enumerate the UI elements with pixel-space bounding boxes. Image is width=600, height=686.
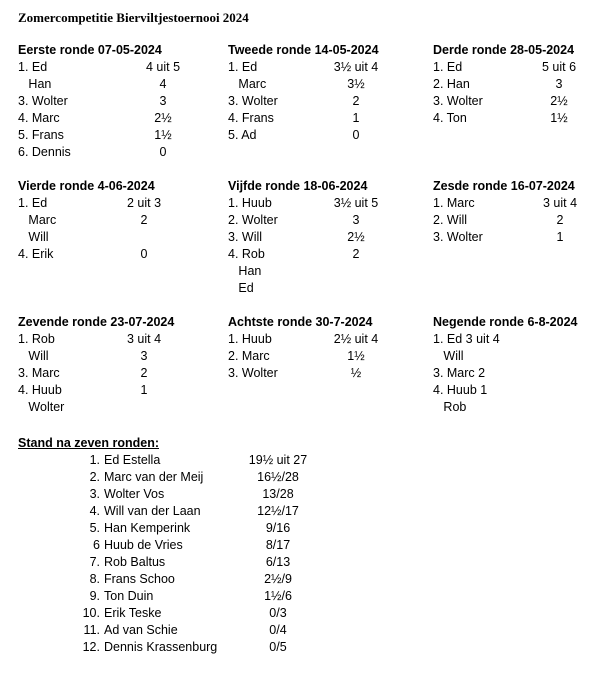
standings-score: 16½/28 (257, 470, 299, 484)
player-score: 0 (352, 128, 360, 142)
standings-row (60, 452, 380, 469)
player-score: 3½ uit 5 (333, 196, 379, 210)
standings-score: 9/16 (265, 521, 291, 535)
player-name: 1. Rob (18, 332, 55, 346)
player-score: 0 (159, 145, 167, 159)
standings-score: 2½/9 (264, 572, 292, 586)
player-name: Han (228, 264, 262, 278)
player-name: 3. Wolter (433, 94, 483, 108)
player-name: 1. Ed (18, 196, 48, 210)
round-row (228, 280, 428, 297)
player-score: 2½ (550, 94, 568, 108)
standings-score: 0/3 (269, 606, 287, 620)
standings-score: 13/28 (262, 487, 294, 501)
player-name: 4. Rob (228, 247, 265, 261)
round-row (228, 229, 428, 246)
player-score: 1½ (347, 349, 365, 363)
player-name: 2. Marc (228, 349, 270, 363)
standings-rank: 5. (89, 521, 100, 535)
standings-rank: 3. (89, 487, 100, 501)
round-row (18, 212, 218, 229)
player-score: 3 uit 4 (542, 196, 578, 210)
standings-rank: 2. (89, 470, 100, 484)
standings-score: 8/17 (265, 538, 291, 552)
standings-row (60, 469, 380, 486)
round-header: Derde ronde 28-05-2024 (433, 43, 575, 57)
player-score: 1 (556, 230, 564, 244)
player-name: 1. Huub (228, 332, 272, 346)
standings-name: Wolter Vos (104, 487, 165, 501)
standings-rank: 1. (89, 453, 100, 467)
standings-score: 1½/6 (264, 589, 292, 603)
player-name: Rob (433, 400, 467, 414)
standings-row (60, 537, 380, 554)
round-header: Tweede ronde 14-05-2024 (228, 43, 379, 57)
player-score: 3½ uit 4 (333, 60, 379, 74)
standings-name: Frans Schoo (104, 572, 175, 586)
round-block (228, 314, 428, 382)
player-score: 3 (555, 77, 563, 91)
player-name: 3. Wolter (228, 94, 278, 108)
standings-name: Han Kemperink (104, 521, 191, 535)
round-row (18, 76, 218, 93)
round-block (228, 178, 428, 297)
player-name: 4. Erik (18, 247, 54, 261)
standings-row (60, 571, 380, 588)
standings-rank: 6 (93, 538, 100, 552)
standings-heading: Stand na zeven ronden: (18, 436, 159, 450)
round-header: Eerste ronde 07-05-2024 (18, 43, 162, 57)
player-score: 2 (352, 247, 360, 261)
round-block (433, 178, 598, 246)
round-row (18, 246, 218, 263)
standings-rank: 12. (82, 640, 100, 654)
document-title: Zomercompetitie Bierviltjestoernooi 2024 (18, 10, 249, 25)
player-name: 1. Ed (228, 60, 258, 74)
standings-score: 12½/17 (257, 504, 299, 518)
player-name: 3. Will (228, 230, 263, 244)
round-block (18, 42, 218, 161)
round-row (228, 59, 428, 76)
round-row (18, 59, 218, 76)
player-name: Wolter (18, 400, 65, 414)
round-row (18, 127, 218, 144)
player-score: 2 (140, 213, 148, 227)
round-header: Vijfde ronde 18-06-2024 (228, 179, 368, 193)
player-name: 2. Wolter (228, 213, 278, 227)
player-name: 4. Marc (18, 111, 60, 125)
standings-rank: 8. (89, 572, 100, 586)
standings-name: Ton Duin (104, 589, 154, 603)
round-row (433, 365, 598, 382)
player-score: 2½ (154, 111, 172, 125)
player-score: 1 (352, 111, 360, 125)
round-row (228, 93, 428, 110)
round-row (433, 76, 598, 93)
standings-row (60, 520, 380, 537)
player-name: 4. Huub (18, 383, 62, 397)
standings-name: Ad van Schie (104, 623, 178, 637)
round-row (433, 195, 598, 212)
player-name: 3. Marc (18, 366, 60, 380)
round-row (18, 365, 218, 382)
player-score: 2½ uit 4 (333, 332, 379, 346)
player-score: 2 (556, 213, 564, 227)
player-score: 3 (140, 349, 148, 363)
round-row (433, 93, 598, 110)
player-name: 3. Marc 2 (433, 366, 486, 380)
player-name: Will (433, 349, 464, 363)
round-row (18, 144, 218, 161)
player-name: 5. Ad (228, 128, 257, 142)
standings-name: Rob Baltus (104, 555, 166, 569)
player-name: 2. Han (433, 77, 470, 91)
round-row (228, 348, 428, 365)
round-row (228, 195, 428, 212)
round-row (228, 365, 428, 382)
round-block (18, 178, 218, 263)
standings-score: 19½ uit 27 (248, 453, 308, 467)
standings-name: Dennis Krassenburg (104, 640, 218, 654)
standings-score: 0/4 (269, 623, 287, 637)
standings-row (60, 639, 380, 656)
player-name: 1. Marc (433, 196, 475, 210)
player-name: Han (18, 77, 52, 91)
round-row (18, 93, 218, 110)
player-score: 4 uit 5 (145, 60, 181, 74)
player-score: 4 (159, 77, 167, 91)
player-name: 6. Dennis (18, 145, 71, 159)
standings-score: 0/5 (269, 640, 287, 654)
round-row (433, 59, 598, 76)
round-row (433, 229, 598, 246)
round-row (18, 229, 218, 246)
round-row (228, 76, 428, 93)
player-name: Marc (228, 77, 267, 91)
player-name: Marc (18, 213, 57, 227)
round-row (433, 382, 598, 399)
standings-row (60, 503, 380, 520)
player-score: ½ (350, 366, 362, 380)
player-score: 3 uit 4 (126, 332, 162, 346)
round-row (18, 399, 218, 416)
player-name: 3. Wolter (228, 366, 278, 380)
round-row (18, 382, 218, 399)
player-name: 2. Will (433, 213, 468, 227)
player-score: 2 uit 3 (126, 196, 162, 210)
player-score: 0 (140, 247, 148, 261)
player-score: 2 (352, 94, 360, 108)
standings-rank: 7. (89, 555, 100, 569)
player-score: 2½ (347, 230, 365, 244)
round-row (18, 110, 218, 127)
standings-name: Huub de Vries (104, 538, 183, 552)
round-row (228, 331, 428, 348)
round-row (18, 331, 218, 348)
standings-name: Ed Estella (104, 453, 161, 467)
round-block (433, 314, 598, 416)
round-header: Zesde ronde 16-07-2024 (433, 179, 575, 193)
standings-row (60, 554, 380, 571)
standings-score: 6/13 (265, 555, 291, 569)
standings-rank: 9. (89, 589, 100, 603)
player-name: 3. Wolter (18, 94, 68, 108)
standings-name: Marc van der Meij (104, 470, 204, 484)
standings-row (60, 588, 380, 605)
round-row (433, 399, 598, 416)
player-name: 4. Huub 1 (433, 383, 488, 397)
player-score: 5 uit 6 (541, 60, 577, 74)
standings-rank: 10. (82, 606, 100, 620)
player-name: 1. Ed (18, 60, 48, 74)
player-score: 1 (140, 383, 148, 397)
round-row (433, 212, 598, 229)
round-row (228, 110, 428, 127)
round-header: Achtste ronde 30-7-2024 (228, 315, 373, 329)
round-header: Vierde ronde 4-06-2024 (18, 179, 155, 193)
round-row (228, 212, 428, 229)
player-name: 5. Frans (18, 128, 64, 142)
standings-row (60, 605, 380, 622)
round-row (18, 195, 218, 212)
player-name: 1. Huub (228, 196, 272, 210)
standings-name: Erik Teske (104, 606, 162, 620)
player-score: 2 (140, 366, 148, 380)
round-header: Zevende ronde 23-07-2024 (18, 315, 175, 329)
round-row (433, 110, 598, 127)
round-block (18, 314, 218, 416)
player-score: 3½ (347, 77, 365, 91)
round-header: Negende ronde 6-8-2024 (433, 315, 578, 329)
standings-row (60, 622, 380, 639)
player-score: 3 (352, 213, 360, 227)
standings-table (60, 452, 380, 662)
round-row (228, 263, 428, 280)
player-score: 3 (159, 94, 167, 108)
player-name: Ed (228, 281, 254, 295)
standings-rank: 11. (83, 623, 100, 637)
round-row (18, 348, 218, 365)
standings-row (60, 486, 380, 503)
standings-name: Will van der Laan (104, 504, 201, 518)
standings-rank: 4. (89, 504, 100, 518)
player-name: 4. Ton (433, 111, 467, 125)
player-name: 3. Wolter (433, 230, 483, 244)
player-score: 1½ (154, 128, 172, 142)
player-name: Will (18, 349, 49, 363)
player-name: 1. Ed (433, 60, 463, 74)
round-block (433, 42, 598, 127)
round-row (228, 127, 428, 144)
round-row (228, 246, 428, 263)
player-name: 4. Frans (228, 111, 274, 125)
round-row (433, 331, 598, 348)
player-name: 1. Ed 3 uit 4 (433, 332, 500, 346)
player-name: Will (18, 230, 49, 244)
round-block (228, 42, 428, 144)
round-row (433, 348, 598, 365)
player-score: 1½ (550, 111, 568, 125)
